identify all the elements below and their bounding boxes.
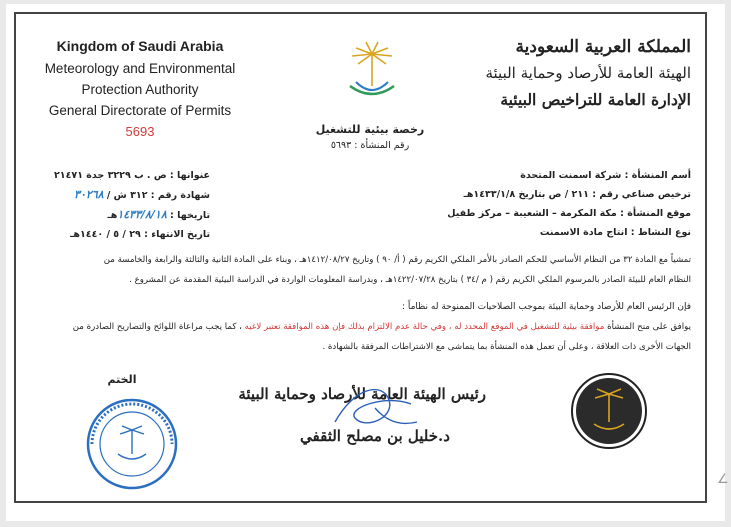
signatory-name: د.خليل بن مصلح الثقفي xyxy=(300,427,450,445)
corner-mark: ∠ xyxy=(717,472,729,487)
authority-seal-icon xyxy=(570,372,648,450)
legal-basis-line-2: النظام العام للبيئة الصادر بالمرسوم الملكي الكريم رقم ( م /٣٤ ) بتاريخ ١٤٢٢/٠٧/٢٨هـ ، وبدراسة المعلومات الواردة في الدراسة البيئية المقدمة عن المشروع . xyxy=(129,275,691,285)
english-header-directorate: General Directorate of Permits xyxy=(48,103,232,118)
activity-type: نوع النشاط : انتاج مادة الاسمنت xyxy=(539,227,691,238)
official-stamp-icon xyxy=(82,396,182,492)
arabic-header-authority: الهيئة العامة للأرصاد وحماية البيئة xyxy=(485,64,691,82)
english-header-authority-1: Meteorology and Environmental xyxy=(44,61,236,76)
facility-name: أسم المنشأة : شركة اسمنت المتحدة xyxy=(520,170,691,181)
approval-condition: موافقة بيئية للتشغيل في الموقع المحدد له ، وفي حالة عدم الالتزام بذلك فإن هذه الموافقة تعتبر لاغيه xyxy=(244,322,605,332)
permit-number: 5693 xyxy=(125,124,155,139)
certificate-details xyxy=(54,166,210,244)
certificate-date: تاريخها : ١٤٣٣/٨/١٨هـ xyxy=(107,208,211,221)
license-facility-number: رقم المنشأة : ٥٦٩٣ xyxy=(330,140,410,151)
english-header-kingdom: Kingdom of Saudi Arabia xyxy=(56,38,224,54)
stamp-label: الختم xyxy=(107,373,137,386)
authority-statement: فإن الرئيس العام للأرصاد وحماية البيئة بموجب الصلاحيات الممنوحة له نظاماً : xyxy=(401,302,691,312)
facility-address: عنوانها : ص . ب ٣٢٢٩ جدة ٢١٤٧١ xyxy=(54,170,211,181)
certificate-date-handwritten: ١٤٣٣/٨/١٨ xyxy=(117,208,167,221)
facility-location: موقع المنشأة : مكة المكرمة – الشعيبة – مركز طفيل xyxy=(447,208,691,219)
expiry-date: تاريخ الانتهاء : ٢٩ / ٥ / ١٤٤٠هـ xyxy=(70,229,211,240)
license-title: رخصة بيئية للتشغيل xyxy=(315,123,425,136)
signatory-title: رئيس الهيئة العامة للأرصاد وحماية البيئة xyxy=(238,385,486,403)
legal-basis-line-1: تمشياً مع المادة ٣٢ من النظام الأساسي للحكم الصادر بالأمر الملكي الكريم رقم ( أ/ ٩٠ ) وتاريخ ١٤١٢/٠٨/٢٧هـ ، وبناء على المادة الثانية والثالثة والرابعة والخامسة من xyxy=(103,255,691,265)
facility-details xyxy=(447,166,691,242)
approval-line-2: الجهات الأخرى ذات العلاقة ، وعلى أن تعمل هذه المنشأة بما يتماشى مع الاشتراطات المرفقة بالشهادة . xyxy=(322,342,691,352)
approval-paragraph xyxy=(73,317,691,357)
english-header-authority-2: Protection Authority xyxy=(81,82,199,97)
palm-swords-emblem-icon xyxy=(342,40,402,112)
handwritten-signature-icon xyxy=(325,378,425,442)
arabic-header-directorate: الإدارة العامة للتراخيص البيئية xyxy=(500,90,691,109)
legal-basis-paragraph xyxy=(104,250,691,290)
arabic-header-kingdom: المملكة العربية السعودية xyxy=(515,37,691,57)
certificate-number-handwritten: ٣٠٢٦٨ xyxy=(74,188,104,201)
approval-line-1: يوافق على منح المنشأة موافقة بيئية للتشغيل في الموقع المحدد له ، وفي حالة عدم الالتزام بذلك فإن هذه الموافقة تعتبر لاغيه ، كما يجب مراعاة اللوائح والتصاريح الصادرة من xyxy=(72,322,691,332)
industrial-license: ترخيص صناعي رقم : ٢١١ / ص بتاريخ ١٤٣٣/١/٨هـ xyxy=(463,189,691,200)
certificate-number: شهادة رقم : ٣١٢ ش / ٣٠٢٦٨ xyxy=(74,188,211,201)
